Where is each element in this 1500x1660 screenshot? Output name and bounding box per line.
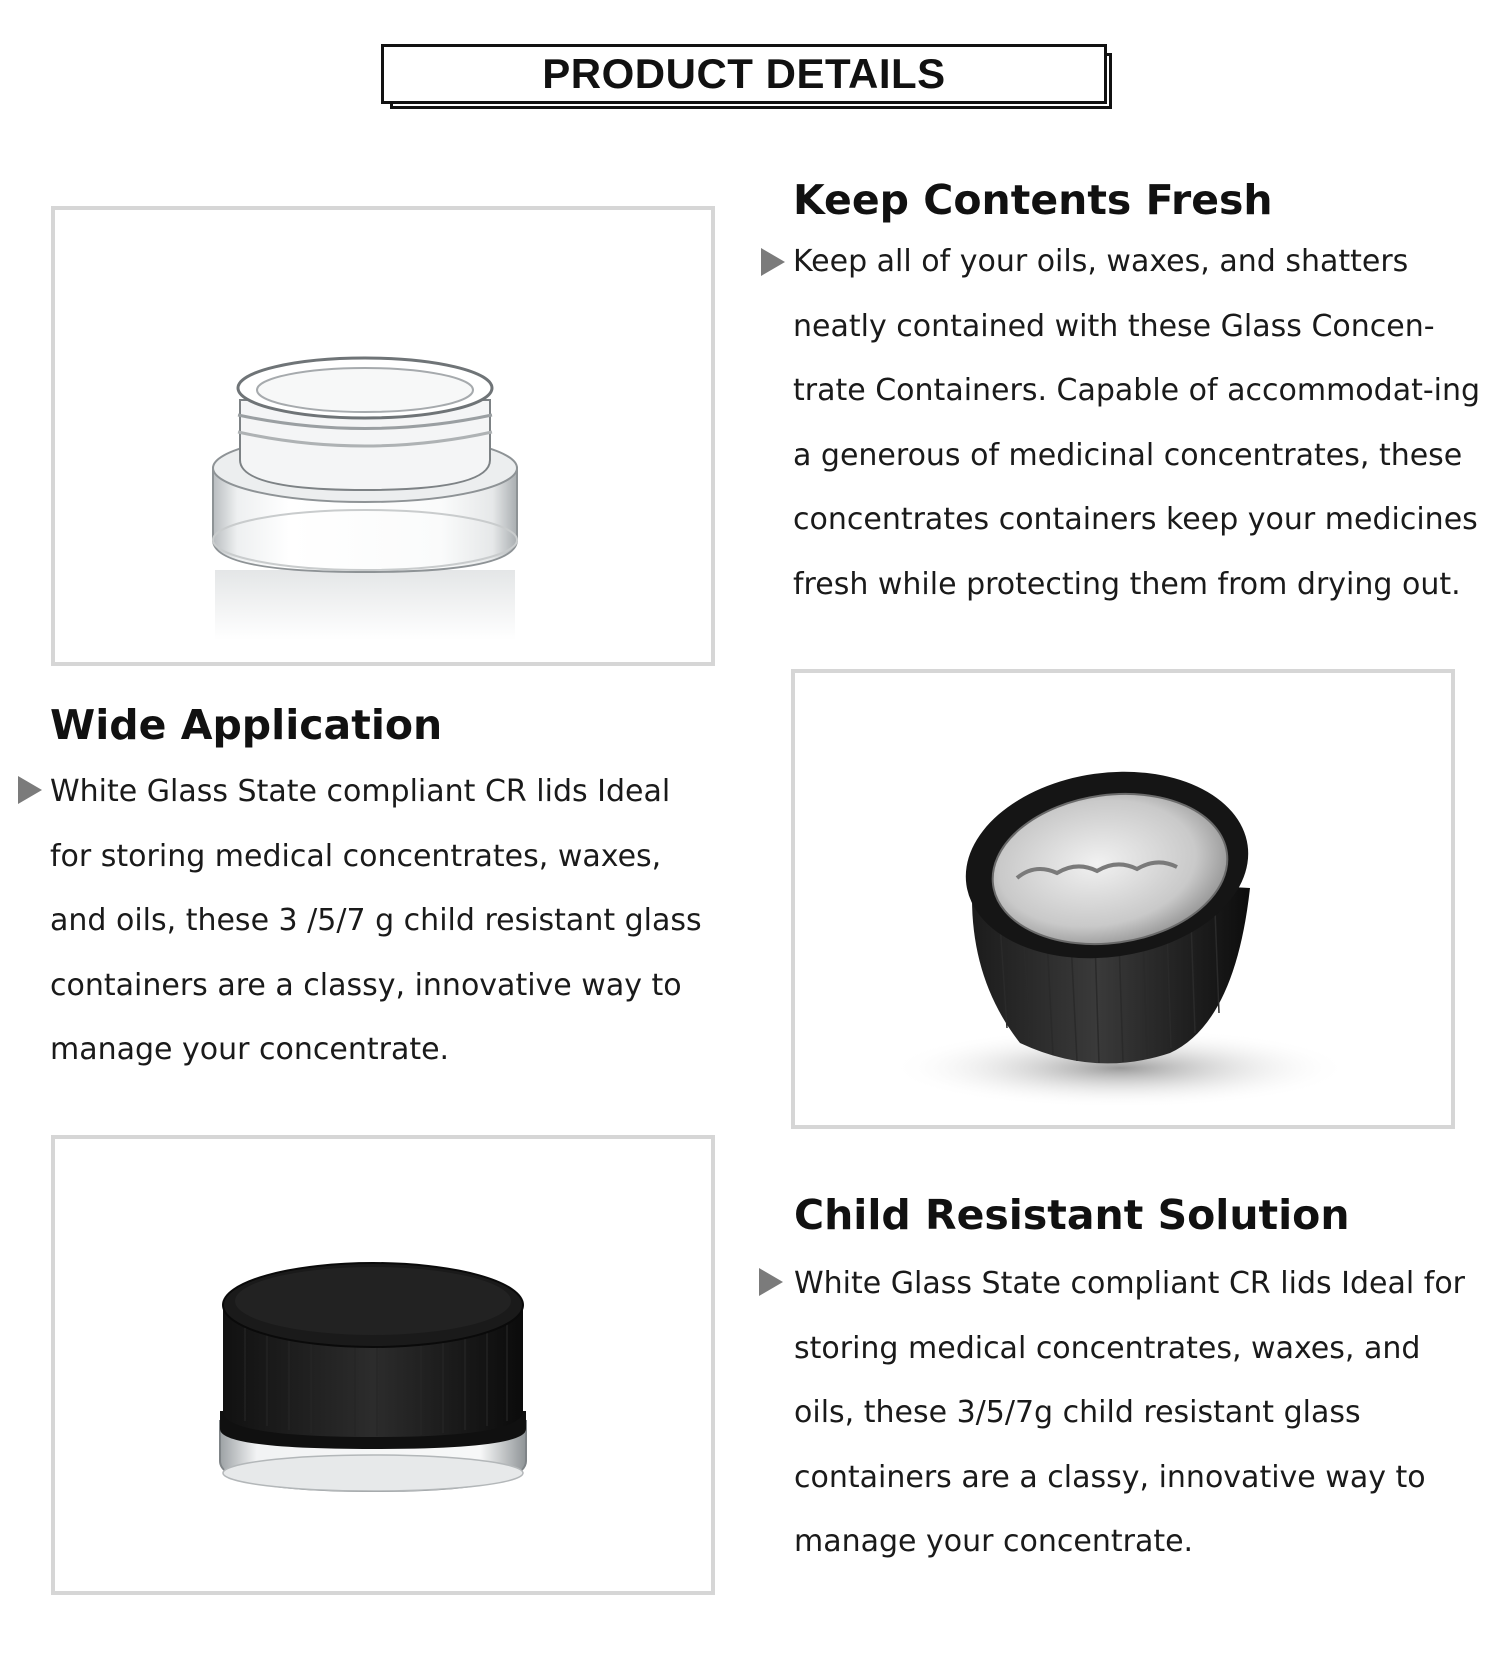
clear-glass-jar-photo: [51, 206, 715, 666]
triangle-right-icon: [761, 248, 785, 276]
section-title: Child Resistant Solution: [794, 1191, 1350, 1239]
section-body: White Glass State compliant CR lids Ideal for storing medical concentrates, waxes, and oils, these 3 /5/7 g child resistant glass containers are a classy, innovative way to manage your concentrate.: [50, 774, 702, 1067]
jar-with-black-lid-image: [55, 1139, 711, 1591]
banner-box: [381, 44, 1107, 104]
section-body: White Glass State compliant CR lids Ideal for storing medical concentrates, waxes, and oils, these 3/5/7g child resistant glass containers are a classy, innovative way to manage your concentrate.: [794, 1266, 1466, 1559]
clear-glass-jar-image: [55, 210, 711, 662]
section-body-container: [50, 760, 710, 1083]
section-title: Keep Contents Fresh: [793, 176, 1273, 224]
page-title-banner: [381, 44, 1109, 106]
jar-with-black-lid-photo: [51, 1135, 715, 1595]
black-cr-lid-photo: [791, 669, 1455, 1129]
section-body: Keep all of your oils, waxes, and shatters neatly contained with these Glass Concen-trate Containers. Capable of accommodat-ing a generous of medicinal concentrates, these concentrates containers keep your medicines fresh while protecting them from drying out.: [793, 244, 1481, 602]
wide-application-section: [50, 700, 710, 1083]
triangle-right-icon: [18, 776, 42, 804]
keep-contents-fresh-section: [793, 175, 1483, 617]
section-title: Wide Application: [50, 701, 443, 749]
page-title: PRODUCT DETAILS: [542, 50, 946, 97]
section-body-container: [794, 1252, 1484, 1575]
section-body-container: [793, 230, 1483, 617]
black-cr-lid-image: [795, 673, 1451, 1125]
child-resistant-solution-section: [794, 1190, 1484, 1575]
triangle-right-icon: [759, 1268, 783, 1296]
